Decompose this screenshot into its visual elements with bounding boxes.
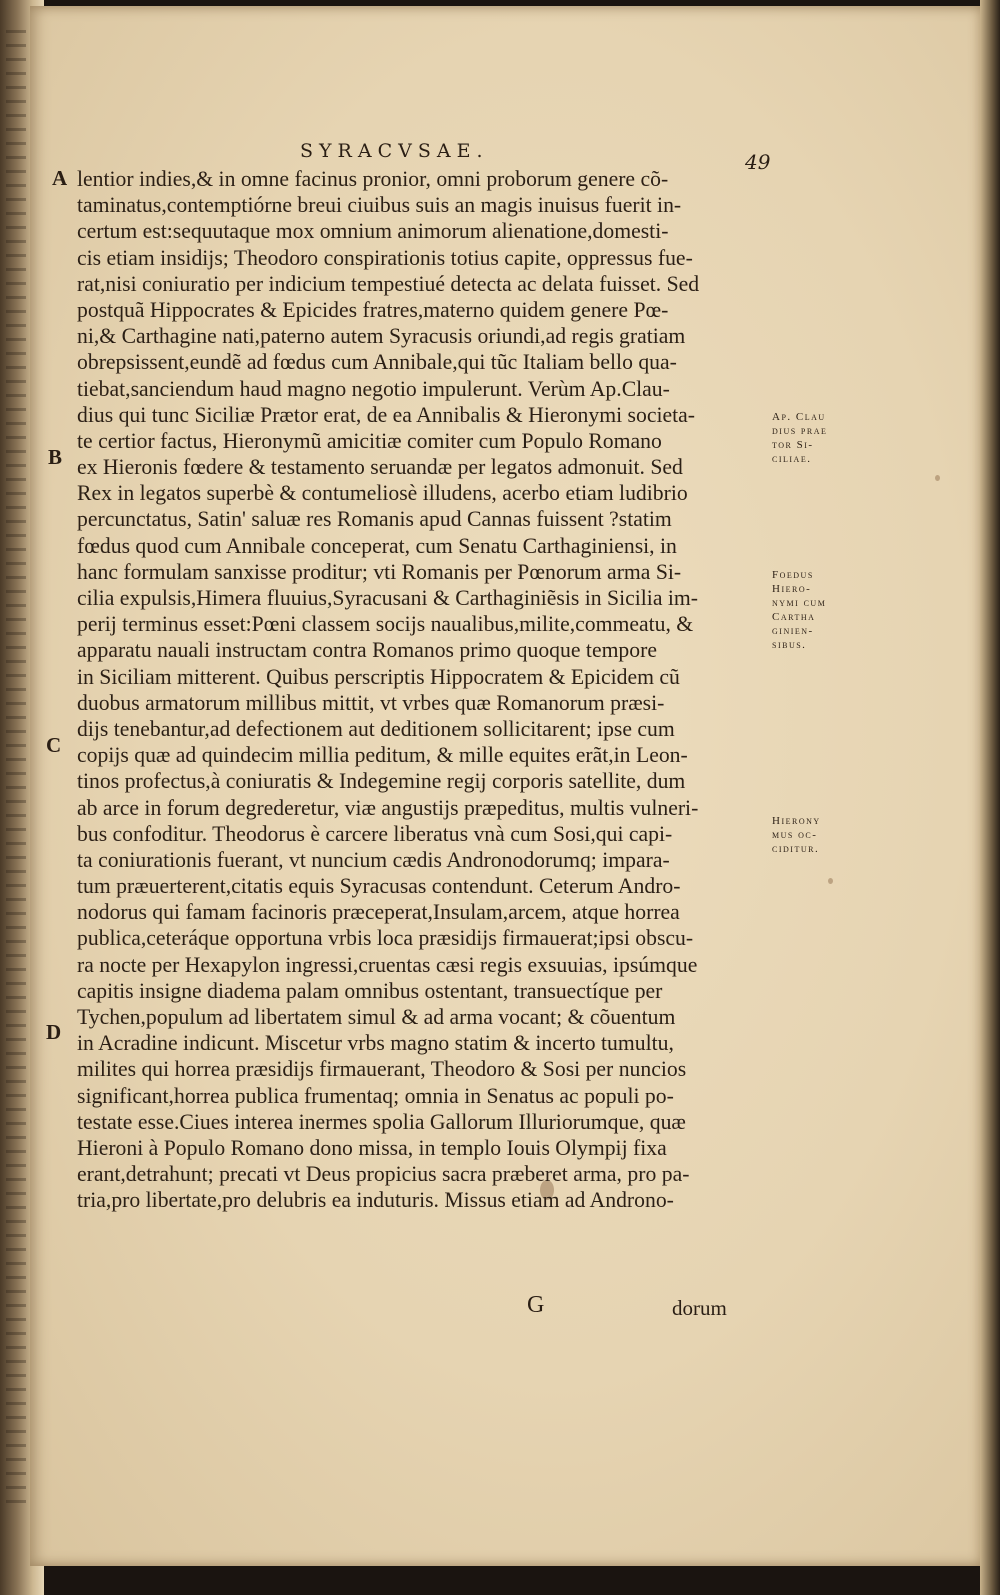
text-line: bus confoditur. Theodorus è carcere liberatus vnà cum Sosi,qui capi- <box>77 821 673 846</box>
note-line: Hierony <box>772 815 821 827</box>
text-line: ta coniurationis fuerant, vt nuncium cædis Andronodorumq; impara- <box>77 847 670 872</box>
text-line: cilia expulsis,Himera fluuius,Syracusani & Carthaginiẽsis in Sicilia im- <box>77 586 698 610</box>
section-marker-d: D <box>46 1020 62 1044</box>
note-line: tor Si- <box>772 439 814 451</box>
note-line: Foedus <box>772 569 814 581</box>
text-line: significant,horrea publica frumentaq; omnia in Senatus ac populi po- <box>77 1083 674 1108</box>
signature-mark: G <box>527 1292 545 1318</box>
note-line: sibus. <box>772 639 807 651</box>
text-line: testate esse.Ciues interea inermes spolia Gallorum Illuriorumque, quæ <box>77 1109 686 1134</box>
text-line: duobus armatorum millibus mittit, vt vrbes quæ Romanorum præsi- <box>77 690 665 715</box>
text-line: in Siciliam mitterent. Quibus perscriptis Hippocratem & Epicidem cũ <box>77 664 680 689</box>
text-line: in Acradine indicunt. Miscetur vrbs magno statim & incerto tumultu, <box>77 1031 674 1056</box>
note-line: Ap. Clau <box>772 411 826 423</box>
page-number: 49 <box>745 150 771 174</box>
text-line: percunctatus, Satin' saluæ res Romanis apud Cannas fuissent ?statim <box>77 507 672 532</box>
text-line: dijs tenebantur,ad defectionem aut deditionem sollicitarent; ipse cum <box>77 716 675 741</box>
text-line: dius qui tunc Siciliæ Prætor erat, de ea Annibalis & Hieronymi societa- <box>77 402 695 427</box>
text-line: Rex in legatos superbè & contumeliosè illudens, acerbo etiam ludibrio <box>77 481 688 506</box>
text-line: copijs quæ ad quindecim millia peditum, & mille equites erãt,in Leon- <box>77 743 688 768</box>
text-line: tum præuerterent,citatis equis Syracusas contendunt. Ceterum Andro- <box>77 874 681 899</box>
section-marker-b: B <box>48 445 63 469</box>
text-line: lentior indies,& in omne facinus pronior, omni proborum genere cõ- <box>77 167 669 191</box>
text-line: tria,pro libertate,pro delubris ea induturis. Missus etiam ad Androno- <box>77 1188 674 1213</box>
text-line: ex Hieronis fœdere & testamento seruandæ per legatos admonuit. Sed <box>77 455 683 480</box>
text-line: te certior factus, Hieronymũ amicitiæ comiter cum Populo Romano <box>77 428 662 453</box>
text-line: tinos profectus,à coniuratis & Indegemine regij corporis satellite, dum <box>77 769 686 794</box>
note-line: ciditur. <box>772 843 820 855</box>
note-line: Cartha <box>772 611 816 623</box>
note-line: dius prae <box>772 425 828 437</box>
text-line: erant,detrahunt; precati vt Deus propicius sacra præberet arma, pro pa- <box>77 1162 690 1187</box>
ink-dot <box>935 475 940 481</box>
text-line: nodorus qui famam facinoris præceperat,Insulam,arcem, atque horrea <box>77 900 680 925</box>
text-line: hanc formulam sanxisse proditur; vti Romanis per Pœnorum arma Si- <box>77 559 682 584</box>
ink-dot <box>828 878 833 884</box>
note-line: Hiero- <box>772 583 812 595</box>
text-line: apparatu nauali instructam contra Romanos primo quoque tempore <box>77 638 657 663</box>
text-line: obrepsissent,eundẽ ad fœdus cum Annibale,qui tũc Italiam bello qua- <box>77 350 677 375</box>
section-marker-a: A <box>52 166 68 190</box>
margin-note-foedus <box>772 568 862 652</box>
section-marker-c: C <box>46 733 62 757</box>
text-line: Hieroni à Populo Romano dono missa, in templo Iouis Olympij fixa <box>77 1135 667 1160</box>
page-edge-right <box>980 0 1000 1595</box>
note-line: ginien- <box>772 625 814 637</box>
text-line: perij terminus esset:Pœni classem socijs naualibus,milite,commeatu, & <box>77 612 694 637</box>
margin-note-claudius <box>772 410 862 466</box>
running-head: SYRACVSAE. <box>300 140 489 162</box>
text-line: cis etiam insidijs; Theodoro conspirationis totius capite, oppressus fue- <box>77 245 693 270</box>
text-line: postquã Hippocrates & Epicides fratres,materno quidem genere Pœ- <box>77 297 669 322</box>
margin-note-hieronymus <box>772 814 862 856</box>
body-text <box>77 166 762 1214</box>
text-line: ra nocte per Hexapylon ingressi,cruentas cæsi regis exsuuias, ipsúmque <box>77 952 698 977</box>
note-line: nymi cum <box>772 597 827 609</box>
text-line: publica,ceteráque opportuna vrbis loca præsidijs firmauerat;ipsi obscu- <box>77 926 694 951</box>
catchword: dorum <box>672 1296 727 1320</box>
text-line: capitis insigne diadema palam omnibus ostentant, transuectíque per <box>77 978 663 1003</box>
text-line: milites qui horrea præsidijs firmauerant, Theodoro & Sosi per nuncios <box>77 1057 687 1082</box>
note-line: mus oc- <box>772 829 818 841</box>
text-line: certum est:sequutaque mox omnium animorum alienatione,domesti- <box>77 219 669 244</box>
text-line: fœdus quod cum Annibale conceperat, cum Senatu Carthaginiensi, in <box>77 533 677 558</box>
text-line: ni,& Carthagine nati,paterno autem Syracusis oriundi,ad regis gratiam <box>77 324 686 349</box>
text-line: rat,nisi coniuratio per indicium tempestiué detecta ac delata fuisset. Sed <box>77 271 700 296</box>
text-line: Tychen,populum ad libertatem simul & ad arma vocant; & cõuentum <box>77 1005 676 1029</box>
note-line: ciliae. <box>772 453 812 465</box>
text-line: ab arce in forum degrederetur, viæ angustijs præpeditus, multis vulneri- <box>77 795 699 820</box>
text-line: taminatus,contemptiórne breui ciuibus suis an magis inuisus fuerit in- <box>77 193 682 218</box>
text-line: tiebat,sanciendum haud magno negotio impulerunt. Verùm Ap.Clau- <box>77 376 670 401</box>
